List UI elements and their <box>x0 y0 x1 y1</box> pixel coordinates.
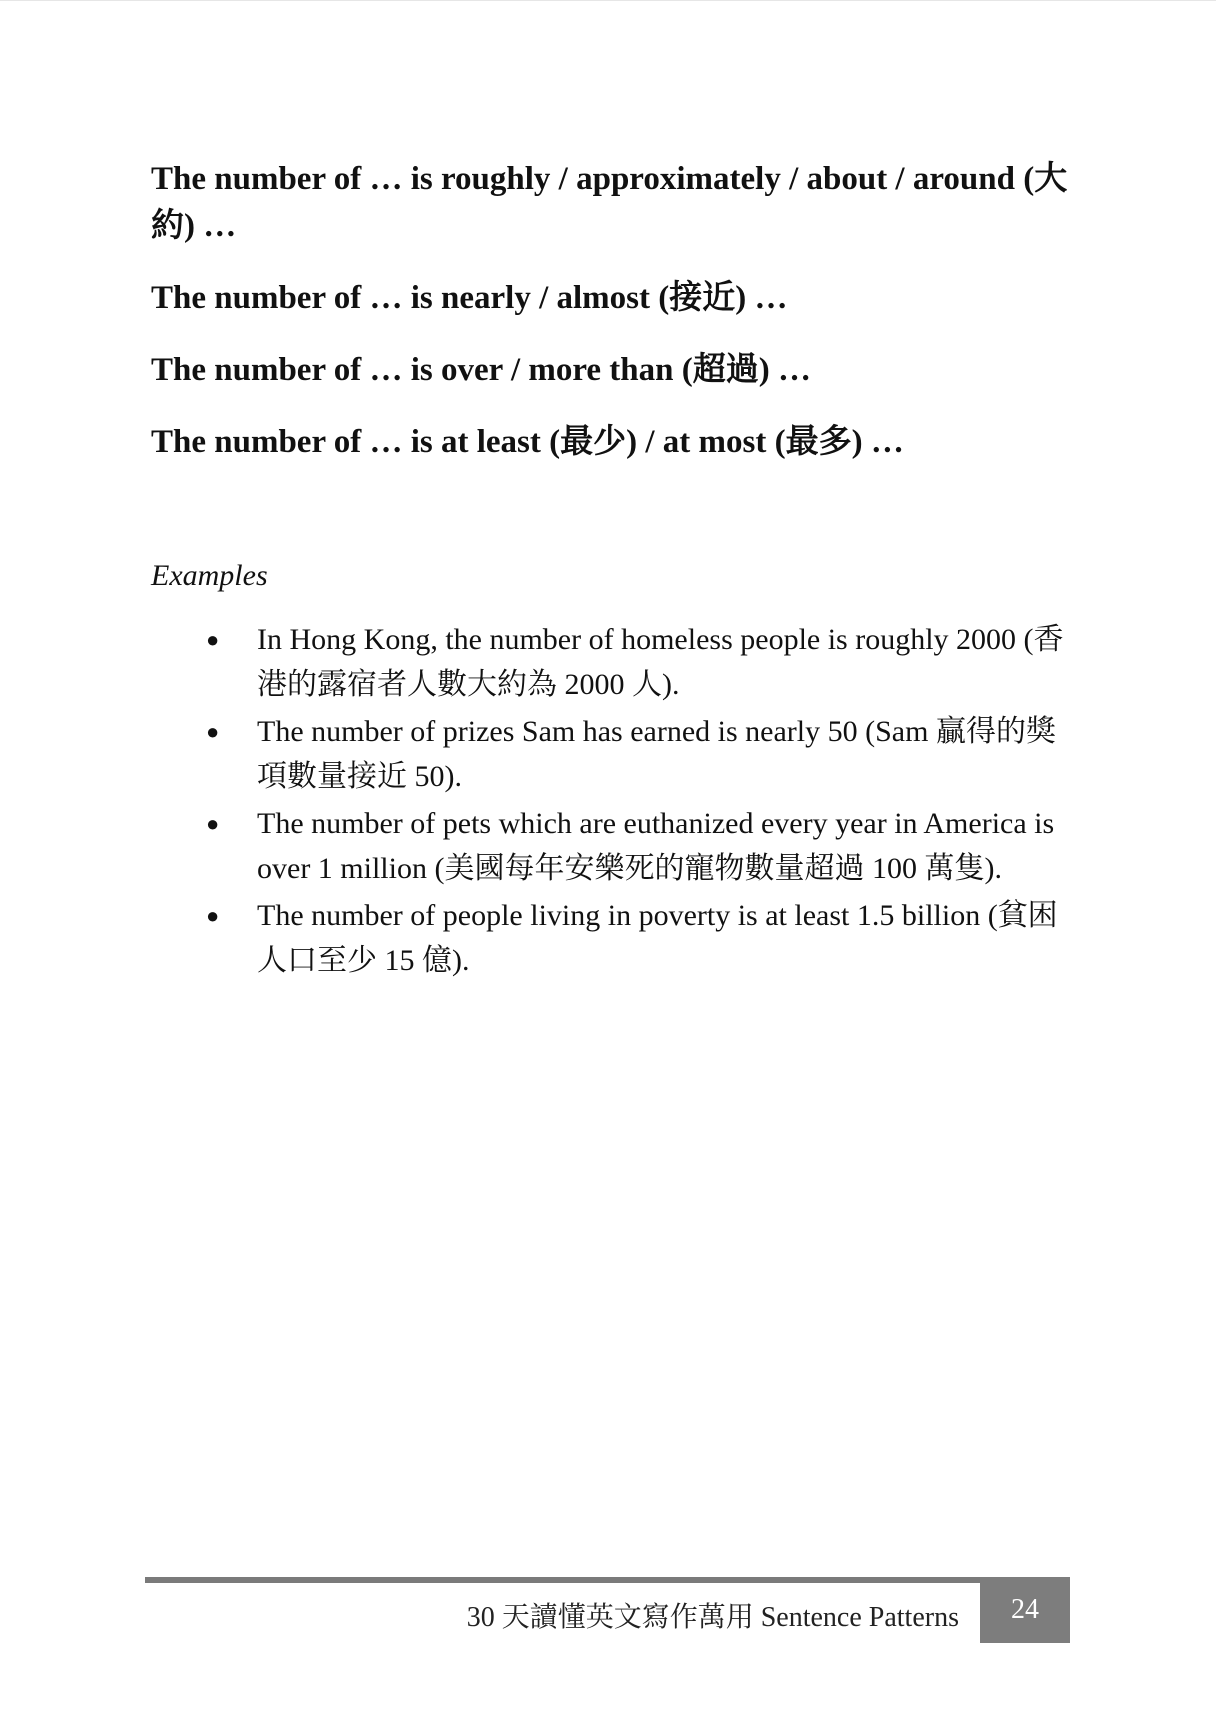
page-number: 24 <box>1011 1594 1039 1625</box>
bullet-icon: ● <box>206 903 220 928</box>
pattern-nearly: The number of … is nearly / almost (接近) … <box>151 280 788 316</box>
bullet-icon: ● <box>206 627 220 652</box>
footer-divider <box>145 1577 1070 1583</box>
example-text: The number of pets which are euthanized every year in America is over 1 million (美國每年安樂死的寵物數量超過 100 萬隻). <box>257 807 1055 885</box>
sentence-patterns <box>151 156 1071 491</box>
pattern-roughly: The number of … is roughly / approximately / about / around (大約) … <box>151 161 1068 244</box>
list-item <box>151 801 1071 891</box>
list-item <box>151 893 1071 983</box>
examples-heading: Examples <box>151 559 268 592</box>
bullet-icon: ● <box>206 719 220 744</box>
page-top-border <box>0 0 1216 1</box>
page-number-badge <box>980 1577 1070 1643</box>
example-text: The number of people living in poverty is at least 1.5 billion (貧困人口至少 15 億). <box>257 899 1058 977</box>
pattern-at-least: The number of … is at least (最少) / at most (最多) … <box>151 424 904 460</box>
footer-book-title: 30 天讀懂英文寫作萬用 Sentence Patterns <box>466 1602 959 1633</box>
bullet-icon: ● <box>206 811 220 836</box>
list-item <box>151 709 1071 799</box>
example-text: The number of prizes Sam has earned is nearly 50 (Sam 贏得的獎項數量接近 50). <box>257 715 1056 793</box>
example-text: In Hong Kong, the number of homeless people is roughly 2000 (香港的露宿者人數大約為 2000 人). <box>257 623 1064 701</box>
list-item <box>151 617 1071 707</box>
pattern-over: The number of … is over / more than (超過) … <box>151 352 811 388</box>
examples-list <box>151 617 1071 985</box>
